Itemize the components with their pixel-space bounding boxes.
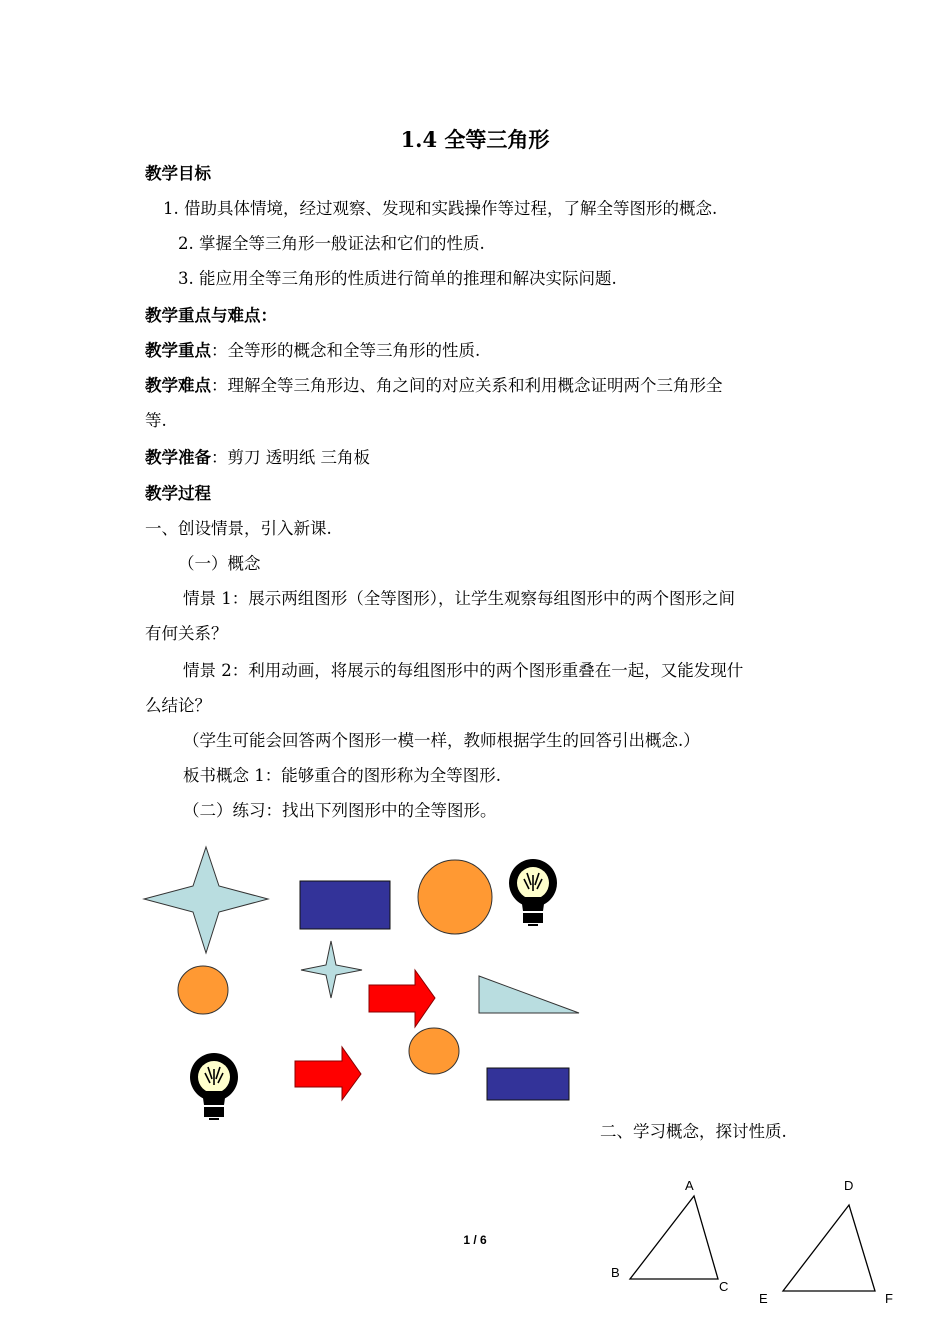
arrow-2 — [295, 1047, 361, 1100]
process-heading: 教学过程 — [145, 484, 211, 503]
goal-item-1: 1. 借助具体情境，经过观察、发现和实践操作等过程，了解全等图形的概念. — [163, 199, 718, 218]
goal-item-2: 2. 掌握全等三角形一般证法和它们的性质. — [178, 234, 485, 253]
label-b: B — [611, 1265, 620, 1280]
section-2: 二、学习概念，探讨性质. — [600, 1122, 787, 1141]
label-c: C — [719, 1279, 729, 1294]
scene-1-line-2: 有何关系？ — [145, 624, 228, 643]
note-line: （学生可能会回答两个图形一模一样，教师根据学生的回答引出概念.） — [183, 731, 700, 750]
circle-large — [418, 860, 492, 934]
bulb-icon-2 — [190, 1053, 238, 1120]
scene-2-line-1: 情景 2：利用动画，将展示的每组图形中的两个图形重叠在一起，又能发现什 — [183, 661, 744, 680]
prep-label: 教学准备 — [145, 448, 211, 467]
label-a: A — [685, 1178, 694, 1193]
difficulty-line-2: 等. — [145, 411, 167, 430]
triangle-def — [783, 1205, 875, 1291]
arrow-1 — [369, 970, 435, 1027]
goals-heading: 教学目标 — [145, 164, 211, 183]
prep-text: ：剪刀 透明纸 三角板 — [211, 448, 370, 467]
rectangle-small — [487, 1068, 569, 1100]
circle-small-2 — [409, 1028, 459, 1074]
concept-1-line: 板书概念 1：能够重合的图形称为全等图形. — [183, 766, 501, 785]
difficulty-label: 教学难点 — [145, 376, 211, 395]
bulb-icon-1 — [509, 859, 557, 926]
star-small — [301, 941, 362, 998]
triangle-shape — [479, 976, 579, 1013]
focus-text: ：全等形的概念和全等三角形的性质. — [211, 341, 481, 360]
page-title: 1.4 全等三角形 — [400, 127, 550, 152]
focus-label: 教学重点 — [145, 341, 211, 360]
section-1: 一、创设情景，引入新课. — [145, 519, 332, 538]
sub-section-1: （一）概念 — [178, 554, 261, 573]
star-large — [144, 847, 268, 953]
rectangle-large — [300, 881, 390, 929]
difficulty-text: ：理解全等三角形边、角之间的对应关系和利用概念证明两个三角形全 — [211, 376, 723, 395]
page-number: 1 / 6 — [463, 1233, 487, 1247]
label-d: D — [844, 1178, 854, 1193]
goal-item-3: 3. 能应用全等三角形的性质进行简单的推理和解决实际问题. — [178, 269, 617, 288]
label-f: F — [885, 1291, 893, 1306]
circle-small-1 — [178, 966, 228, 1014]
practice-line: （二）练习：找出下列图形中的全等图形。 — [183, 801, 497, 820]
scene-2-line-2: 么结论？ — [145, 696, 211, 715]
label-e: E — [759, 1291, 768, 1306]
key-heading: 教学重点与难点： — [145, 306, 277, 325]
scene-1-line-1: 情景 1：展示两组图形（全等图形），让学生观察每组图形中的两个图形之间 — [183, 589, 735, 608]
